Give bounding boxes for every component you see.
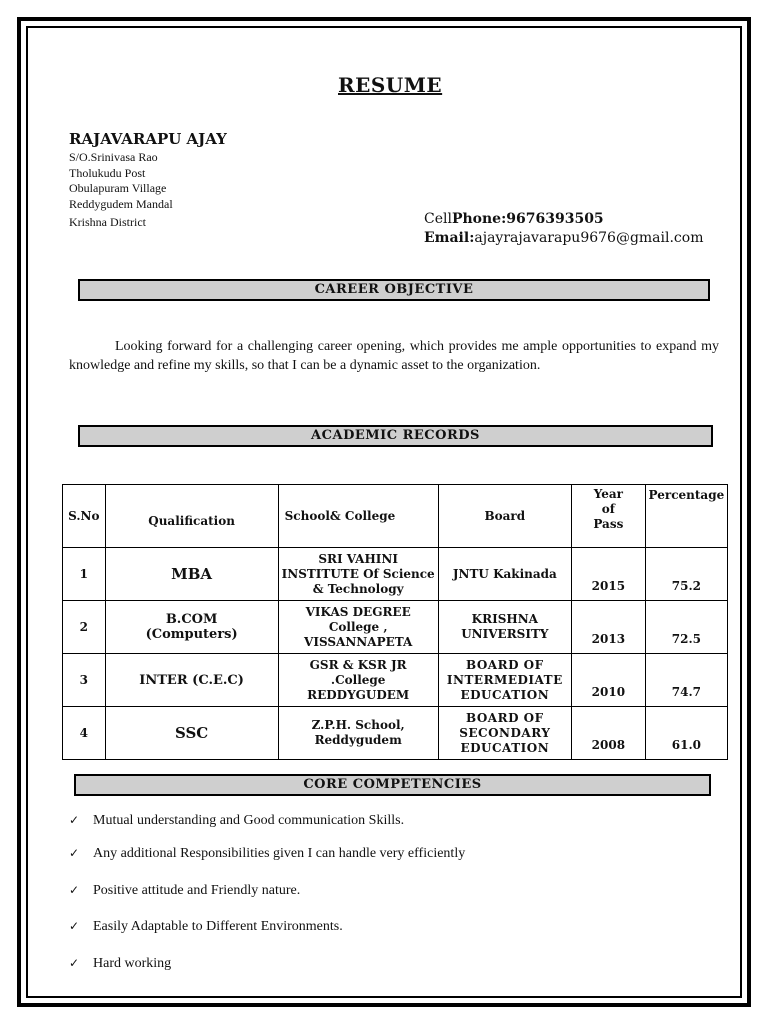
table-row xyxy=(63,654,728,707)
candidate-name: RAJAVARAPU AJAY xyxy=(69,130,227,148)
table-cell: SRI VAHINI INSTITUTE Of Science & Technology xyxy=(278,548,438,601)
section-academic-records: ACADEMIC RECORDS xyxy=(78,425,713,447)
checkmark-icon: ✓ xyxy=(69,846,80,860)
table-cell: Z.P.H. School, Reddygudem xyxy=(278,707,438,760)
table-row xyxy=(63,707,728,760)
resume-title: RESUME xyxy=(338,73,443,97)
table-cell: JNTU Kakinada xyxy=(438,548,571,601)
list-item xyxy=(69,956,171,972)
phone-label: Phone: xyxy=(451,211,507,227)
table-cell: BOARD OF INTERMEDIATE EDUCATION xyxy=(438,654,571,707)
section-core-competencies: CORE COMPETENCIES xyxy=(74,774,711,796)
table-header-cell: Percentage xyxy=(645,485,727,548)
table-cell: MBA xyxy=(105,548,278,601)
table-row xyxy=(63,601,728,654)
table-cell: VIKAS DEGREE College , VISSANNAPETA xyxy=(278,601,438,654)
table-header-cell: School& College xyxy=(278,485,438,548)
table-cell: 75.2 xyxy=(645,548,727,601)
list-item xyxy=(69,813,404,829)
phone-number: 9676393505 xyxy=(506,211,604,227)
table-header-cell: Year of Pass xyxy=(571,485,645,548)
list-item xyxy=(69,919,343,935)
phone-line xyxy=(424,211,604,227)
list-item xyxy=(69,846,465,862)
table-cell: 3 xyxy=(63,654,106,707)
competency-text: Any additional Responsibilities given I can handle very efficiently xyxy=(93,846,466,861)
table-cell: KRISHNA UNIVERSITY xyxy=(438,601,571,654)
address-line: Reddygudem Mandal xyxy=(69,196,173,211)
table-cell: 2008 xyxy=(571,707,645,760)
table-cell: 2 xyxy=(63,601,106,654)
table-header-cell: Qualification xyxy=(105,485,278,548)
list-item xyxy=(69,883,300,899)
table-cell: B.COM (Computers) xyxy=(105,601,278,654)
table-header-row xyxy=(63,485,728,548)
table-cell: 4 xyxy=(63,707,106,760)
checkmark-icon: ✓ xyxy=(69,956,80,970)
table-header-cell: Board xyxy=(438,485,571,548)
objective-text: Looking forward for a challenging career opening, which provides me ample opportunities to expand my knowledge and refine my skills, so that I can be a dynamic asset to the organization. xyxy=(69,339,719,373)
table-cell: 2013 xyxy=(571,601,645,654)
competency-text: Positive attitude and Friendly nature. xyxy=(93,883,301,898)
table-row xyxy=(63,548,728,601)
checkmark-icon: ✓ xyxy=(69,919,80,933)
table-cell: 2010 xyxy=(571,654,645,707)
address-line: Krishna District xyxy=(69,215,146,229)
phone-prefix: Cell xyxy=(424,211,452,227)
table-cell: 1 xyxy=(63,548,106,601)
table-cell: 74.7 xyxy=(645,654,727,707)
address-line: S/O.Srinivasa Rao xyxy=(69,150,158,164)
table-header-cell: S.No xyxy=(63,485,106,548)
address-line: Tholukudu Post xyxy=(69,165,146,180)
email-label: Email: xyxy=(424,230,475,246)
address-line: Obulapuram Village xyxy=(69,181,167,195)
table-cell: 61.0 xyxy=(645,707,727,760)
section-career-objective: CAREER OBJECTIVE xyxy=(78,279,710,301)
competency-text: Easily Adaptable to Different Environments. xyxy=(93,919,343,934)
checkmark-icon: ✓ xyxy=(69,883,80,897)
checkmark-icon: ✓ xyxy=(69,813,80,827)
email-line xyxy=(424,230,703,246)
table-cell: 72.5 xyxy=(645,601,727,654)
table-cell: 2015 xyxy=(571,548,645,601)
address-block xyxy=(69,150,173,231)
competency-text: Hard working xyxy=(93,956,172,971)
email-address: ajayrajavarapu9676@gmail.com xyxy=(474,230,704,246)
table-cell: BOARD OF SECONDARY EDUCATION xyxy=(438,707,571,760)
academic-table xyxy=(62,484,728,760)
table-cell: GSR & KSR JR .College REDDYGUDEM xyxy=(278,654,438,707)
competency-text: Mutual understanding and Good communication Skills. xyxy=(93,813,405,828)
table-cell: INTER (C.E.C) xyxy=(105,654,278,707)
table-cell: SSC xyxy=(105,707,278,760)
